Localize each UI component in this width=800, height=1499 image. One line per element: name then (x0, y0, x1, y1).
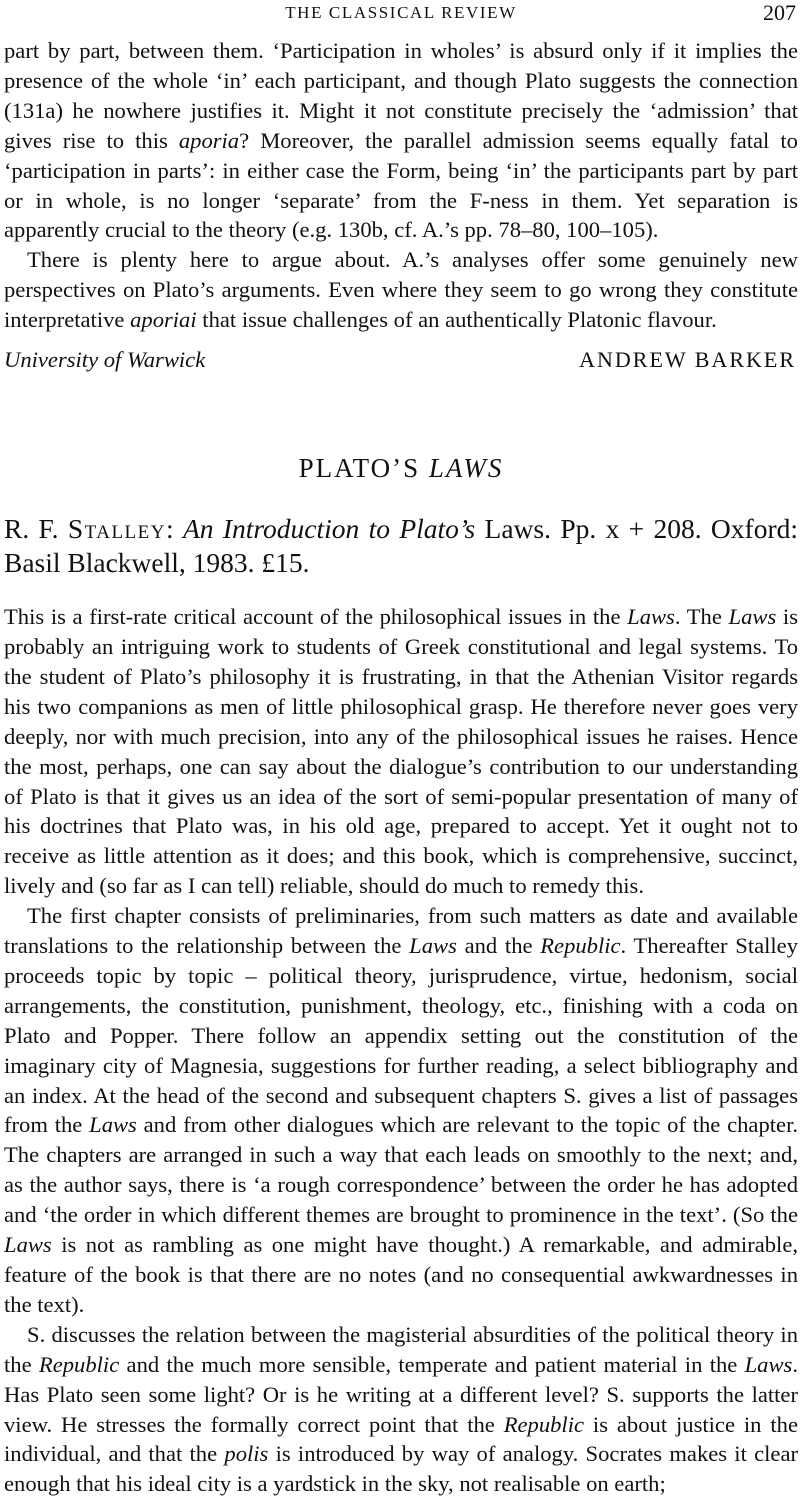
text-run: . Has Plato seen some light? Or is he writing at a different level? S. supports the latter view. He stresses the formally correct point that the (4, 1351, 798, 1437)
text-run: S. discusses the relation between the magisterial absurdities of the political theory in the (4, 1321, 798, 1377)
citation-colon: : (165, 513, 183, 545)
review-body (4, 602, 798, 1499)
text-run: The first chapter consists of preliminaries, from such matters as date and available translations to the relationship between the (4, 903, 798, 959)
text-run: and from other dialogues which are relevant to the topic of the chapter. The chapters are arranged in such a way that each leads on smoothly to the next; and, as the author says, there is ‘a rough correspondence’ between the order he has adopted and ‘the order in which different themes are brought to prominence in the text’. (So the (4, 1112, 798, 1228)
review-title-italic: LAWS (428, 453, 504, 484)
italic-term: aporiai (130, 307, 197, 333)
previous-review-paragraph (4, 36, 798, 245)
text-run: is probably an intriguing work to students of Greek constitutional and legal systems. To the student of Plato’s philosophy it is frustrating, in that the Athenian Visitor regards his two companions as men of little philosophical grasp. He therefore never goes very deeply, nor with much precision, into any of the philosophical issues he raises. Hence the most, perhaps, one can say about the dialogue’s contribution to our understanding of Plato is that it gives us an idea of the sort of semi-popular presentation of many of his doctrines that Plato was, in his old age, prepared to accept. Yet it ought not to receive as little attention as it does; and this book, which is comprehensive, succinct, lively and (so far as I can tell) reliable, should do much to remedy this. (4, 604, 798, 899)
review-paragraph (4, 901, 798, 1320)
reviewer-affiliation: University of Warwick (4, 347, 206, 373)
reviewer-name: ANDREW BARKER (579, 347, 796, 373)
italic-term: Laws (409, 933, 457, 959)
text-run: This is a first-rate critical account of the philosophical issues in the (4, 604, 628, 630)
review-signature (4, 345, 798, 375)
book-publication-details: . Pp. x + 208. Oxford: Basil Blackwell, 1983. £15. (4, 513, 798, 579)
text-run: ? Moreover, the parallel admission seems equally fatal to ‘participation in parts’: in either case the Form, being ‘in’ the participants part by part or in whole, is no longer ‘separate’ from the F-ness in them. Yet separation is apparently crucial to the theory (e.g. 130b, cf. A.’s pp. 78–80, 100–105). (4, 127, 798, 243)
text-run: is about justice in the individual, and that the (4, 1411, 798, 1467)
review-section-title (4, 451, 798, 485)
previous-review-paragraph (4, 245, 798, 335)
text-run: part by part, between them. ‘Participation in wholes’ is absurd only if it implies the presence of the whole ‘in’ each participant, and though Plato suggests the connection (131a) he nowhere justifies it. Might it not constitute precisely the ‘admission’ that gives rise to this (4, 38, 798, 153)
text-run: is not as rambling as one might have thought.) A remarkable, and admirable, feature of the book is that there are no notes (and no consequential awkwardnesses in the text). (4, 1232, 798, 1317)
italic-term: Republic (503, 1411, 585, 1437)
italic-term: Laws (744, 1351, 793, 1377)
review-title-plain: PLATO’S (298, 453, 429, 484)
text-run: and the (456, 933, 541, 959)
italic-term: aporia (178, 127, 240, 153)
italic-term: Laws (89, 1112, 137, 1138)
italic-term: Laws (728, 604, 777, 630)
italic-term: Laws (627, 604, 675, 630)
page-number: 207 (763, 0, 796, 25)
text-run: that issue challenges of an authentically Platonic flavour. (196, 307, 717, 333)
book-title-italic: An Introduction to Plato’s (182, 513, 476, 545)
running-head (4, 0, 798, 36)
journal-title: THE CLASSICAL REVIEW (285, 3, 517, 22)
book-author-initials: R. F. (4, 513, 68, 545)
text-run: and the much more sensible, temperate and patient material in the (119, 1351, 745, 1377)
text-run: . The (674, 604, 729, 630)
text-run: . Thereafter Stalley proceeds topic by topic – political theory, jurisprudence, virtue, hedonism, social arrangements, the constitution, punishment, theology, etc., finishing with a coda on Plato and Popper. There follow an appendix setting out the constitution of the imaginary city of Magnesia, suggestions for further reading, a select bibliography and an index. At the head of the second and subsequent chapters S. gives a list of passages from the (4, 933, 799, 1138)
book-citation (4, 512, 798, 580)
review-paragraph (4, 1320, 798, 1499)
text-run: is introduced by way of analogy. Socrates makes it clear enough that his ideal city is a yardstick in the sky, not realisable on earth; (4, 1441, 799, 1497)
italic-term: polis (224, 1441, 269, 1467)
italic-term: Republic (540, 933, 621, 959)
book-author-surname: Stalley (67, 513, 166, 545)
italic-term: Republic (38, 1351, 120, 1377)
previous-review-conclusion (4, 36, 798, 375)
book-title-roman: Laws (475, 513, 545, 545)
italic-term: Laws (4, 1232, 52, 1258)
text-run: There is plenty here to argue about. A.’s analyses offer some genuinely new perspectives on Plato’s arguments. Even where they seem to go wrong they constitute interpretative (4, 247, 798, 333)
review-paragraph (4, 602, 798, 901)
